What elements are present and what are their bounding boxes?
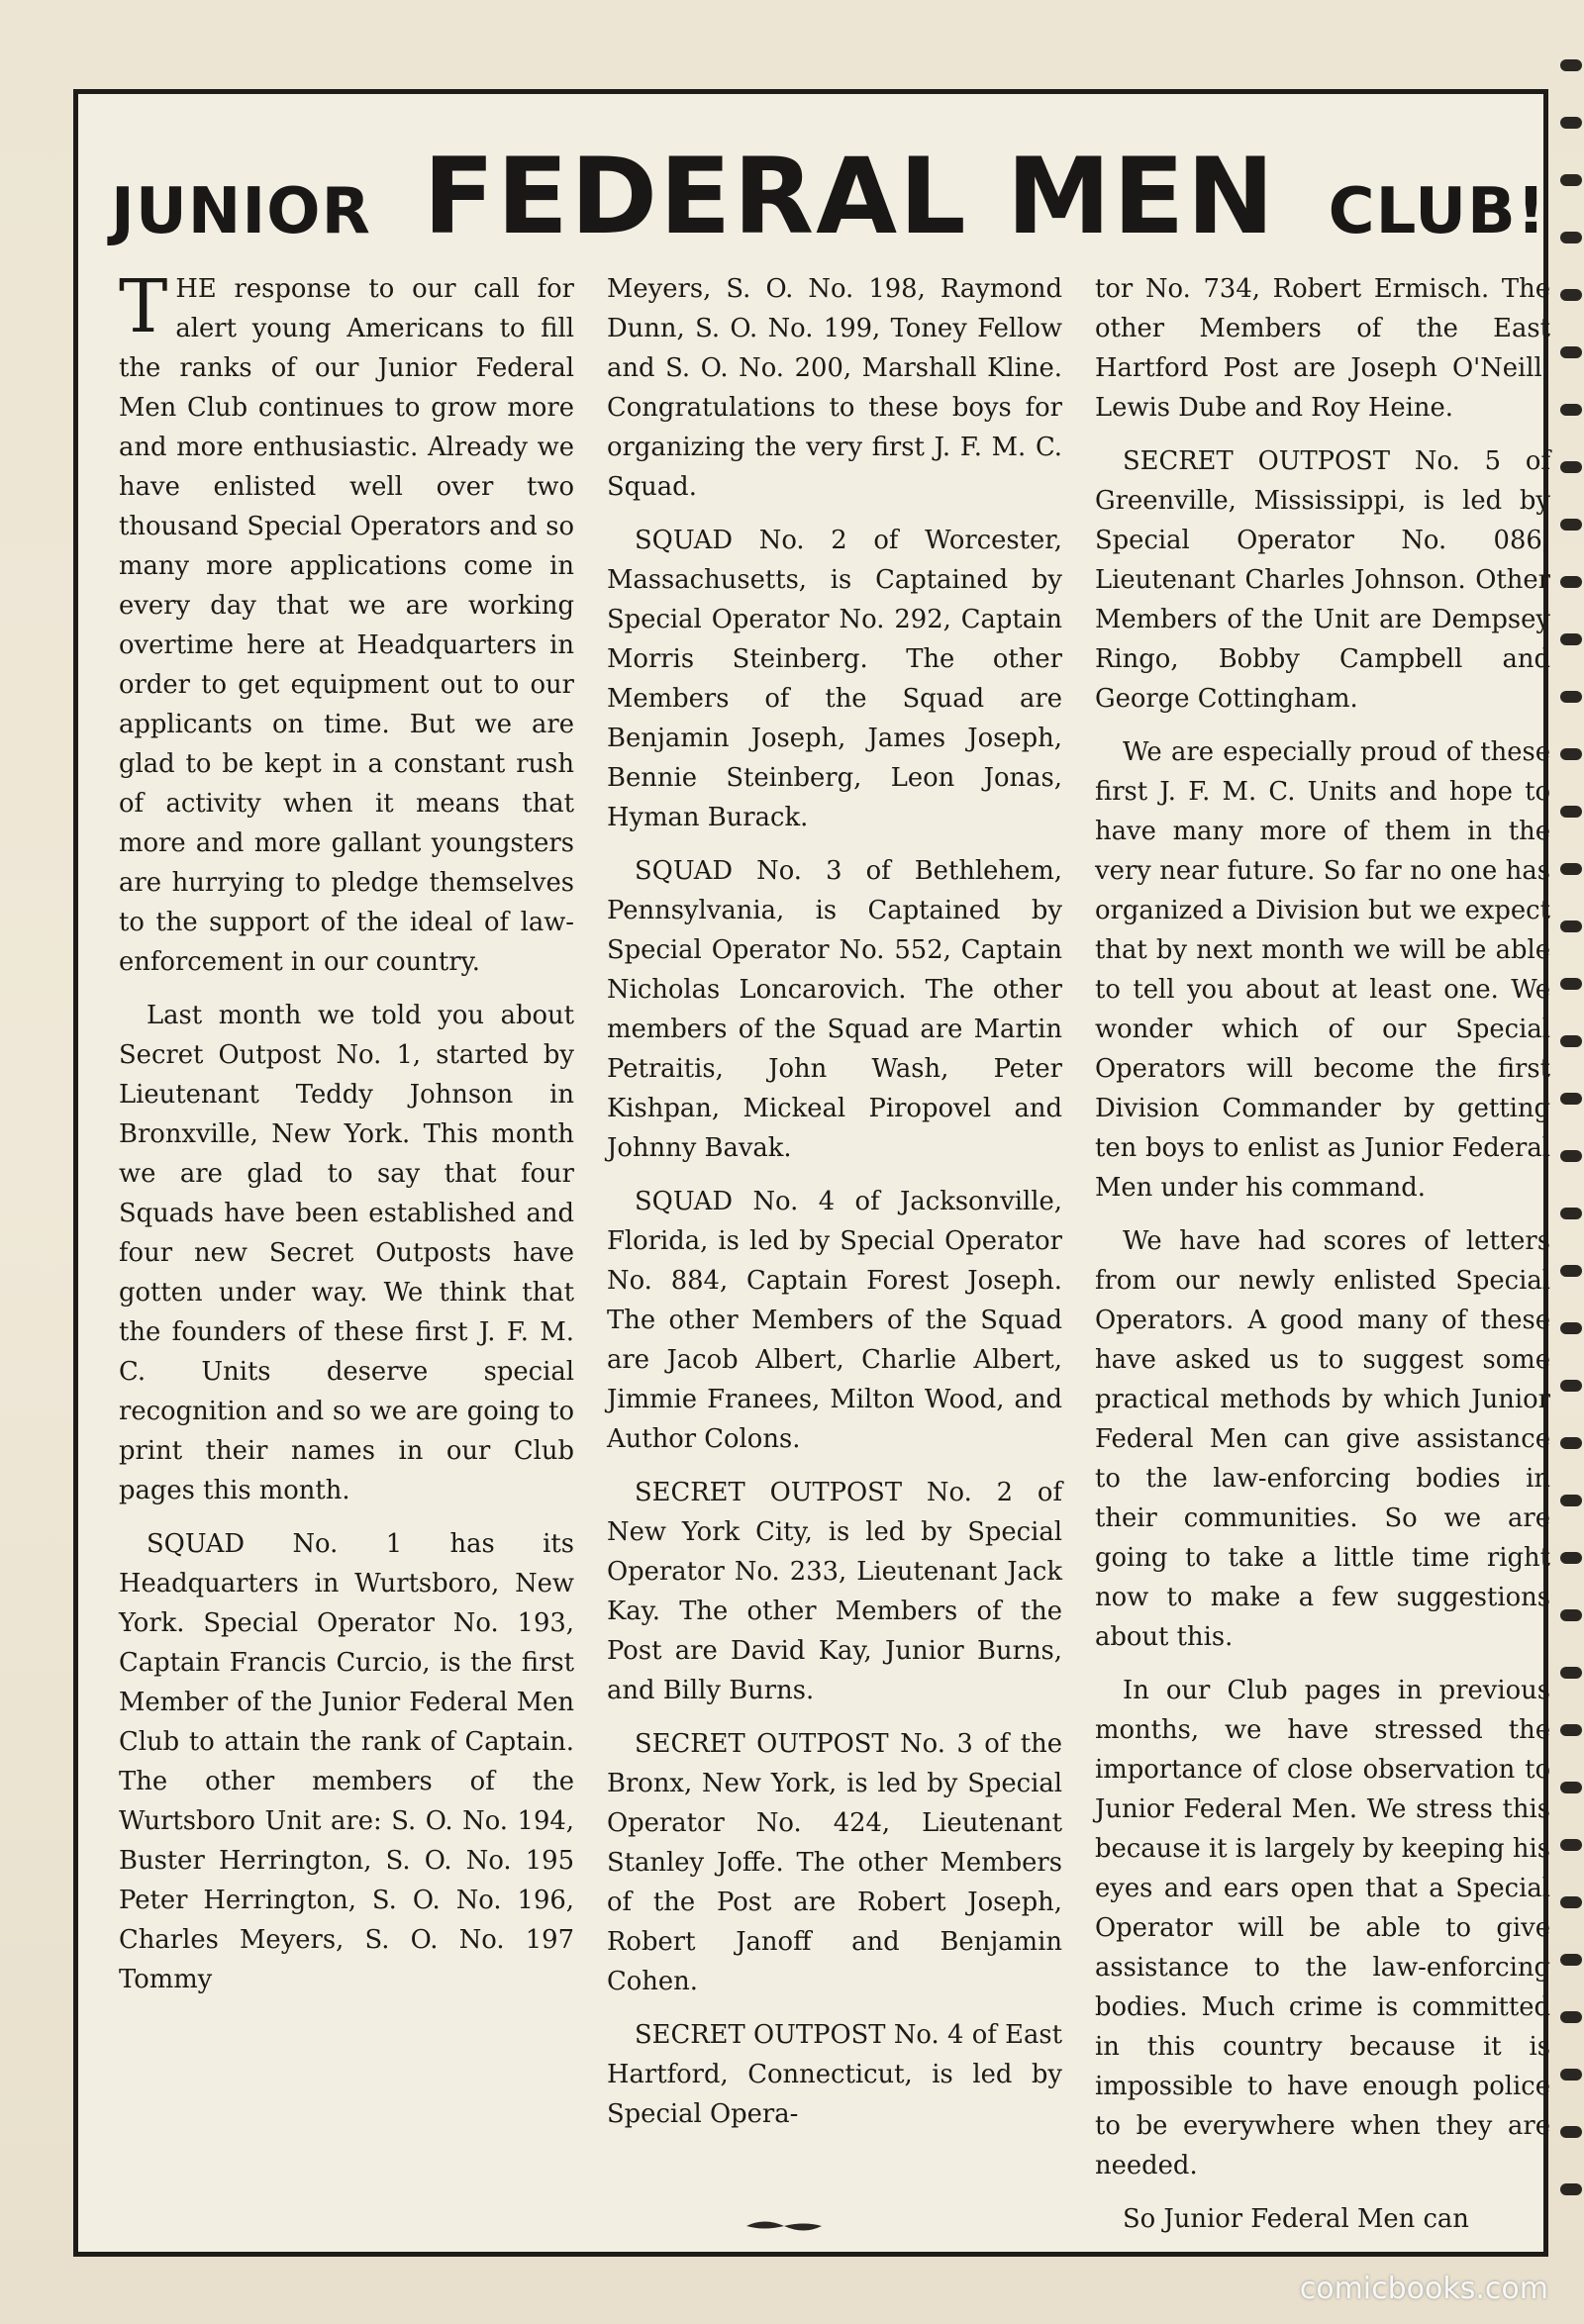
binding-hole (1560, 978, 1582, 990)
binding-hole (1560, 346, 1582, 358)
binding-hole (1560, 1035, 1582, 1047)
article-column-3 (1095, 269, 1550, 2253)
paragraph: In our Club pages in previous months, we have stressed the importance of close observation to Junior Federal Men. We stress this because it is largely by keeping his eyes and ears open that a Special Operator will be able to give assistance to the law-enforcing bodies. Much crime is committed in this country because it is impossible to have enough police to be everywhere when they are needed. (1095, 1676, 1550, 2180)
watermark: comicbooks.com (1299, 2272, 1548, 2306)
title-junior: JUNIOR (111, 175, 371, 248)
paragraph: Last month we told you about Secret Outpost No. 1, started by Lieutenant Teddy Johnson in Bronxville, New York. This month we are glad to say that four Squads have been established and four new Secret Outposts have gotten under way. We think that the founders of these first J. F. M. C. Units deserve special recognition and so we are going to print their names in our Club pages this month. (119, 1001, 574, 1505)
binding-hole (1560, 920, 1582, 932)
article-column-2 (607, 269, 1062, 2148)
binding-hole (1560, 1896, 1582, 1908)
paragraph: We are especially proud of these first J. F. M. C. Units and hope to have many more of them in the very near future. So far no one has organized a Division but we expect that by next month we will be able to tell you about at least one. We wonder which of our Special Operators will become the first Division Commander by getting ten boys to enlist as Junior Federal Men under his command. (1095, 737, 1550, 1203)
binding-hole (1560, 1437, 1582, 1449)
binding-hole (1560, 174, 1582, 186)
binding-hole (1560, 1609, 1582, 1621)
paragraph: SECRET OUTPOST No. 4 of East Hartford, Connecticut, is led by Special Opera- (607, 2020, 1062, 2129)
binding-strip (1558, 40, 1584, 2257)
binding-hole (1560, 1495, 1582, 1506)
binding-hole (1560, 117, 1582, 129)
binding-hole (1560, 461, 1582, 473)
paragraph: SQUAD No. 2 of Worcester, Massachusetts, is Captained by Special Operator No. 292, Captain Morris Steinberg. The other Members of the Squad are Benjamin Joseph, James Joseph, Bennie Steinberg, Leon Jonas, Hyman Burack. (607, 526, 1062, 832)
paragraph-text: HE response to our call for alert young Americans to fill the ranks of our Junior Federal Men Club continues to grow more and more enthusiastic. Already we have enlisted well over two thousand Special Operators and so many more applications come in every day that we are working overtime here at Headquarters in order to get equipment out to our applicants on time. But we are glad to be kept in a constant rush of activity when it means that more and more gallant youngsters are hurrying to pledge themselves to the support of the ideal of law-enforcement in our country. (119, 274, 574, 977)
binding-hole (1560, 1724, 1582, 1736)
binding-hole (1560, 863, 1582, 875)
binding-hole (1560, 806, 1582, 818)
binding-hole (1560, 1208, 1582, 1219)
paragraph: We have had scores of letters from our newly enlisted Special Operators. A good many of these have asked us to suggest some practical methods by which Junior Federal Men can give assistance to the law-enforcing bodies in their communities. So we are going to take a little time right now to make a few suggestions about this. (1095, 1226, 1550, 1652)
binding-hole (1560, 633, 1582, 645)
paragraph: SECRET OUTPOST No. 3 of the Bronx, New York, is led by Special Operator No. 424, Lieutenant Stanley Joffe. The other Members of the Post are Robert Joseph, Robert Janoff and Benjamin Cohen. (607, 1729, 1062, 1996)
binding-hole (1560, 1322, 1582, 1334)
binding-hole (1560, 2126, 1582, 2138)
title-federal-men: FEDERAL MEN (423, 136, 1277, 257)
binding-hole (1560, 2069, 1582, 2081)
binding-hole (1560, 1265, 1582, 1277)
paragraph: SQUAD No. 3 of Bethlehem, Pennsylvania, is Captained by Special Operator No. 552, Captain Nicholas Loncarovich. The other members of the Squad are Martin Petraitis, John Wash, Peter Kishpan, Mickeal Piropovel and Johnny Bavak. (607, 856, 1062, 1163)
binding-hole (1560, 232, 1582, 243)
paragraph: SECRET OUTPOST No. 2 of New York City, is led by Special Operator No. 233, Lieutenant Jack Kay. The other Members of the Post are David Kay, Junior Burns, and Billy Burns. (607, 1478, 1062, 1705)
article-column-1 (119, 264, 574, 2013)
binding-hole (1560, 1150, 1582, 1162)
binding-hole (1560, 1954, 1582, 1966)
paragraph (119, 264, 574, 982)
page-title (111, 136, 1546, 257)
drop-cap: T (119, 264, 168, 349)
binding-hole (1560, 2011, 1582, 2023)
binding-hole (1560, 2183, 1582, 2195)
binding-hole (1560, 519, 1582, 531)
binding-hole (1560, 289, 1582, 301)
binding-hole (1560, 748, 1582, 760)
paragraph: So Junior Federal Men can (1123, 2204, 1469, 2234)
binding-hole (1560, 1782, 1582, 1793)
binding-hole (1560, 59, 1582, 71)
binding-hole (1560, 1093, 1582, 1105)
binding-hole (1560, 404, 1582, 416)
paragraph: tor No. 734, Robert Ermisch. The other Members of the East Hartford Post are Joseph O'Neill, Lewis Dube and Roy Heine. (1095, 274, 1550, 423)
paragraph: SECRET OUTPOST No. 5 of Greenville, Mississippi, is led by Special Operator No. 086, Lieutenant Charles Johnson. Other Members of the Unit are Dempsey Ringo, Bobby Campbell and George Cottingham. (1095, 446, 1550, 714)
title-club: CLUB! (1328, 175, 1546, 248)
binding-hole (1560, 1552, 1582, 1564)
binding-hole (1560, 576, 1582, 588)
paragraph: SQUAD No. 1 has its Headquarters in Wurtsboro, New York. Special Operator No. 193, Captain Francis Curcio, is the first Member of the Junior Federal Men Club to attain the rank of Captain. The other members of the Wurtsboro Unit are: S. O. No. 194, Buster Herrington, S. O. No. 195 Peter Herrington, S. O. No. 196, Charles Meyers, S. O. No. 197 Tommy (119, 1529, 574, 1994)
paragraph: Meyers, S. O. No. 198, Raymond Dunn, S. O. No. 199, Toney Fellow and S. O. No. 200, Marshall Kline. Congratulations to these boys for organizing the very first J. F. M. C. Squad. (607, 274, 1062, 502)
binding-hole (1560, 1839, 1582, 1851)
binding-hole (1560, 1380, 1582, 1392)
binding-hole (1560, 691, 1582, 703)
ornament-icon (744, 2217, 824, 2235)
paragraph: SQUAD No. 4 of Jacksonville, Florida, is led by Special Operator No. 884, Captain Forest Joseph. The other Members of the Squad are Jacob Albert, Charlie Albert, Jimmie Franees, Milton Wood, and Author Colons. (607, 1187, 1062, 1454)
binding-hole (1560, 1667, 1582, 1679)
